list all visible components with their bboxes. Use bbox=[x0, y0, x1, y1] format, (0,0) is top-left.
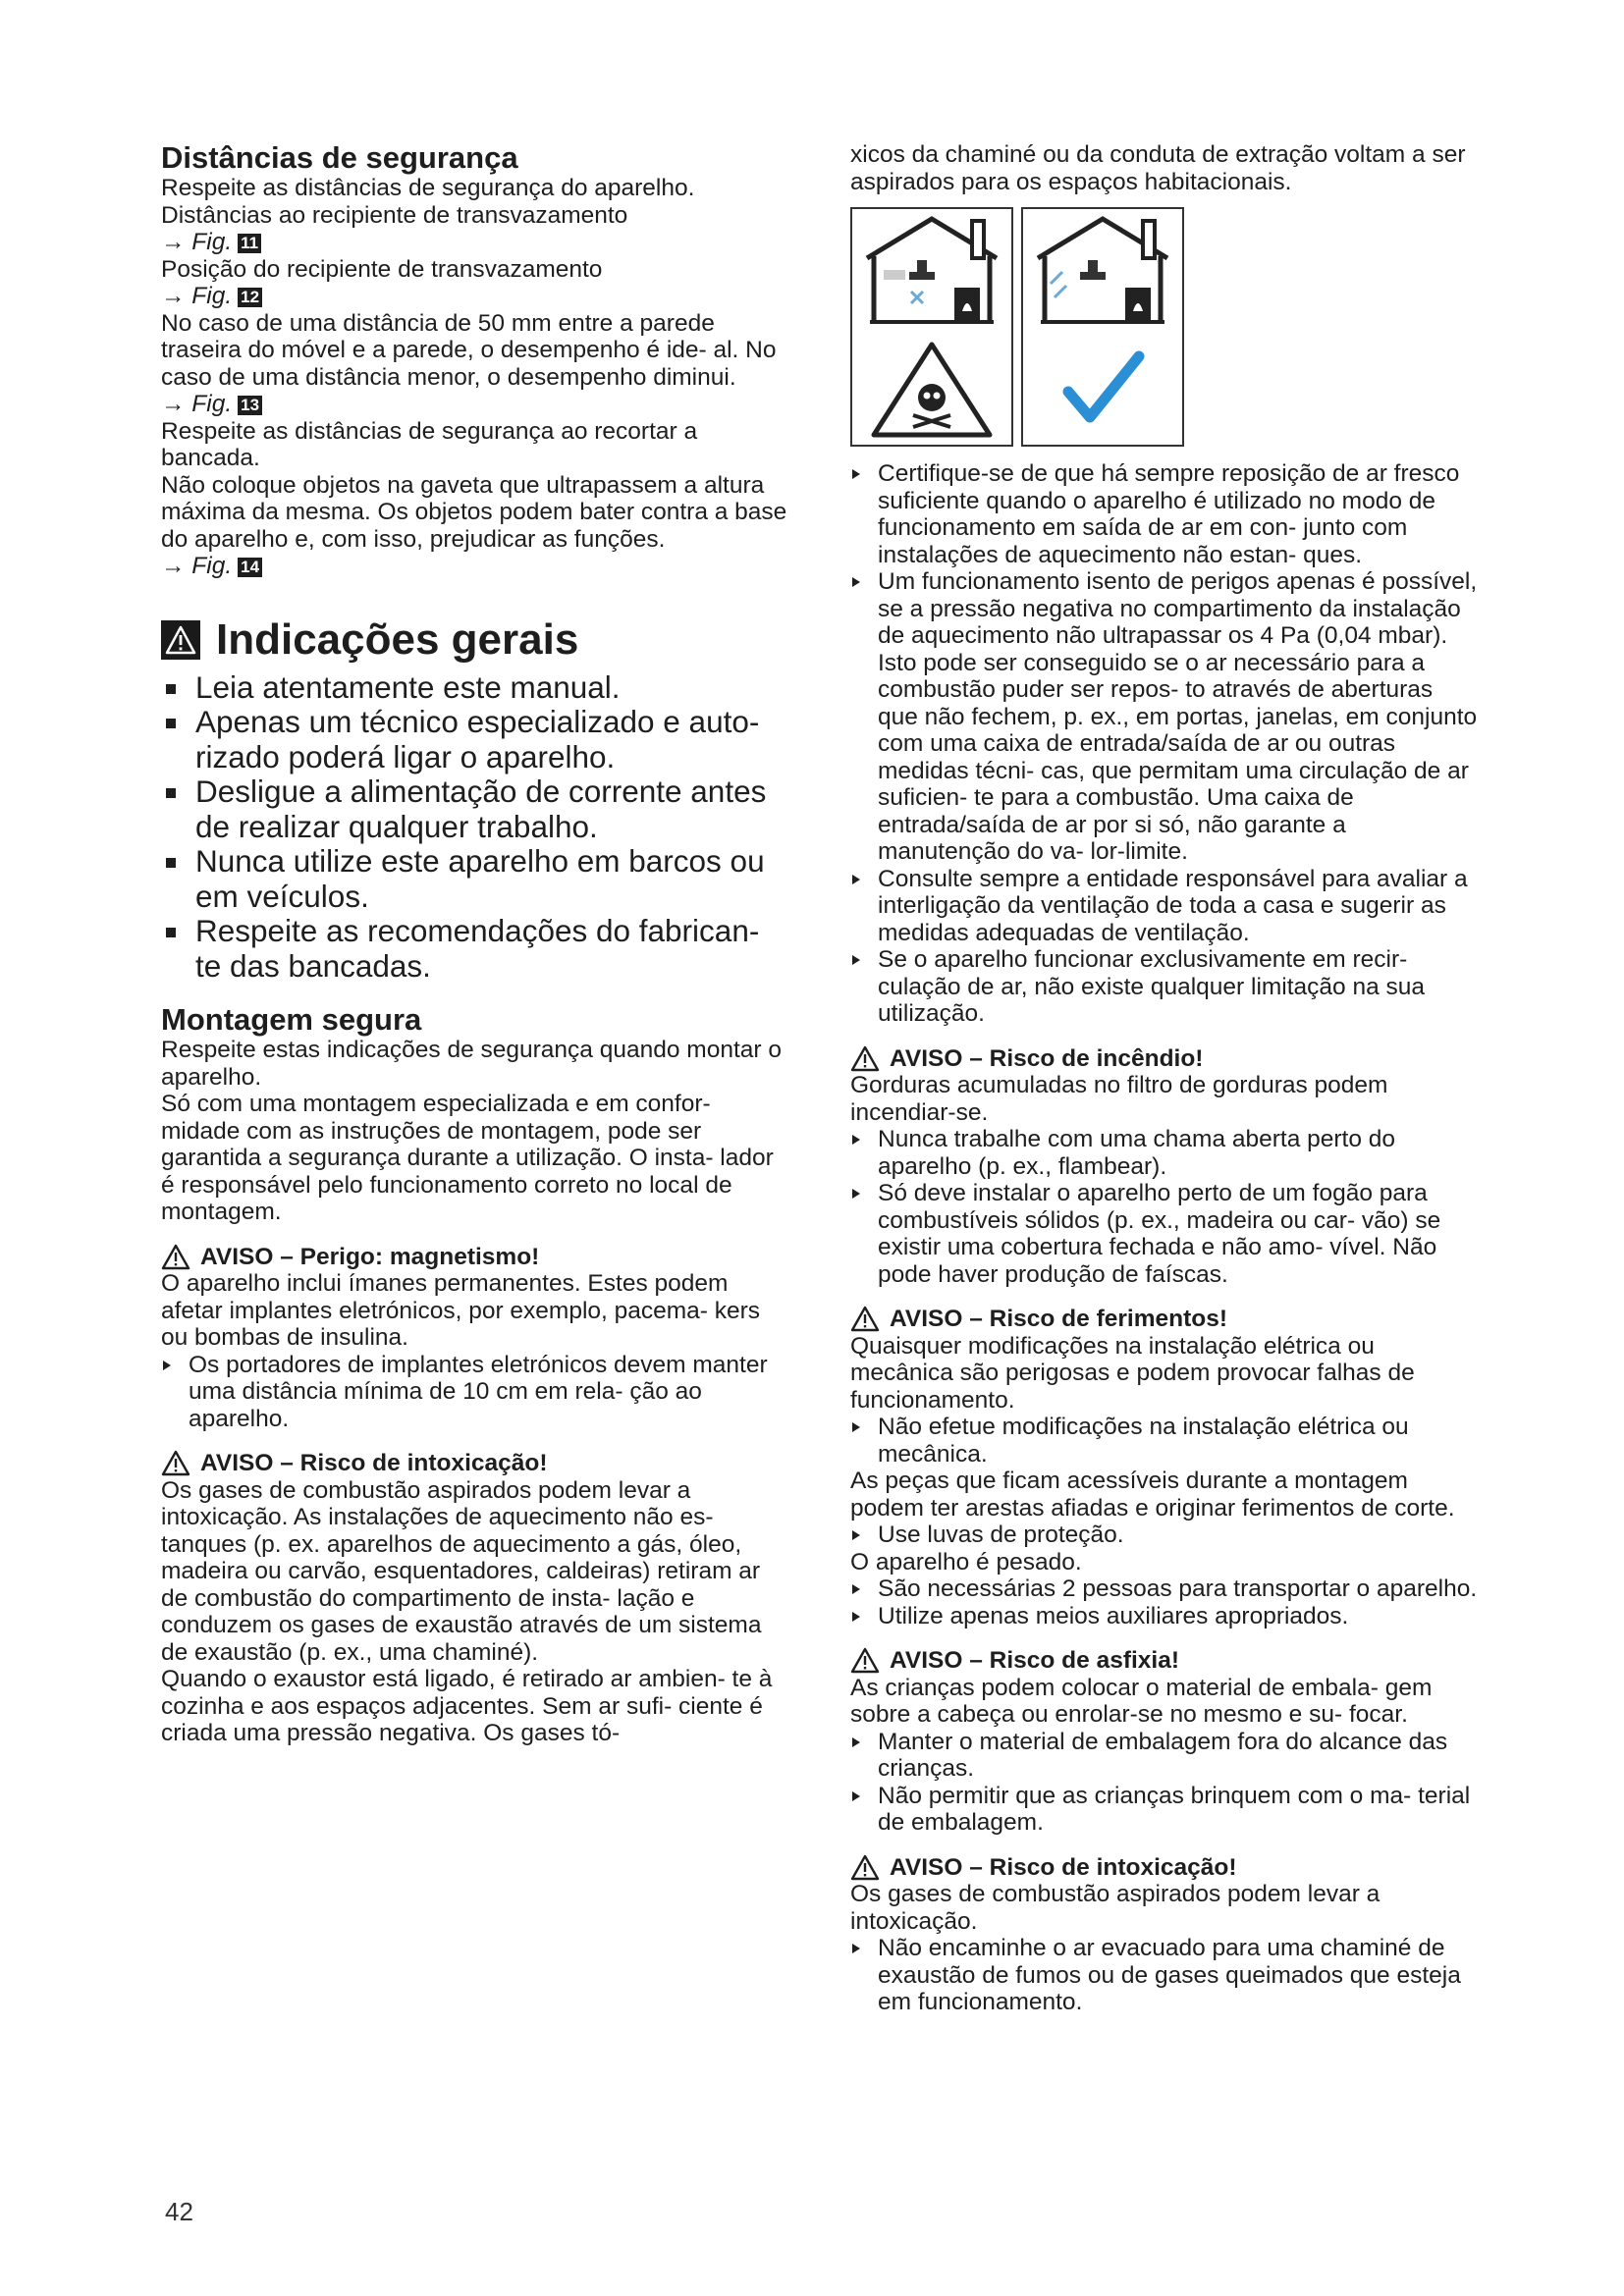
paragraph: Respeite as distâncias de segurança ao recortar a bancada. bbox=[161, 417, 698, 471]
warning-triangle-icon bbox=[161, 1450, 190, 1476]
fig-number-badge: 14 bbox=[238, 558, 262, 577]
paragraph: Não coloque objetos na gaveta que ultrapassem a altura máxima da mesma. Os objetos podem bater contra a base do aparelho e, com isso, prejudicar as funções. bbox=[161, 471, 787, 553]
warning-heading: AVISO – Risco de intoxicação! bbox=[161, 1450, 789, 1477]
list-item: Apenas um técnico especializado e auto- rizado poderá ligar o aparelho. bbox=[161, 705, 789, 774]
paragraph: Respeite as distâncias de segurança do aparelho. bbox=[161, 175, 695, 201]
paragraph: Quaisquer modificações na instalação elétrica ou mecânica são perigosas e podem provocar falhas de funcionamento. bbox=[850, 1332, 1415, 1414]
list-item: Não permitir que as crianças brinquem com o ma- terial de embalagem. bbox=[850, 1783, 1479, 1837]
list-item: Leia atentamente este manual. bbox=[161, 670, 789, 706]
general-heading: Indicações gerais bbox=[161, 614, 789, 667]
fig-number-badge: 12 bbox=[238, 288, 262, 307]
right-column bbox=[850, 141, 1479, 2016]
list-item: Certifique-se de que há sempre reposição de ar fresco suficiente quando o aparelho é utilizado no modo de funcionamento em saída de ar em con- junto com instalações de aquecimento não estan- ques. bbox=[850, 460, 1479, 568]
warning-triangle-icon bbox=[850, 1045, 880, 1072]
list-item: Os portadores de implantes eletrónicos devem manter uma distância mínima de 10 cm em rela- ção ao aparelho. bbox=[161, 1352, 789, 1433]
warning-heading: AVISO – Risco de asfixia! bbox=[850, 1647, 1479, 1675]
paragraph: O aparelho é pesado. bbox=[850, 1548, 1082, 1575]
paragraph: xicos da chaminé ou da conduta de extração voltam a ser aspirados para os espaços habitacionais. bbox=[850, 141, 1466, 195]
paragraph: Os gases de combustão aspirados podem levar a intoxicação. bbox=[850, 1881, 1380, 1935]
list-item: Não efetue modificações na instalação elétrica ou mecânica. bbox=[850, 1414, 1479, 1468]
warning-heading: AVISO – Risco de ferimentos! bbox=[850, 1306, 1479, 1333]
list-item: Nunca trabalhe com uma chama aberta perto do aparelho (p. ex., flambear). bbox=[850, 1126, 1479, 1180]
list-item: Só deve instalar o aparelho perto de um fogão para combustíveis sólidos (p. ex., madeira ou car- vão) se existir uma cobertura fechada e não amo- vível. Não pode haver produção de faíscas. bbox=[850, 1180, 1479, 1288]
fig-reference: → Fig. 11 bbox=[161, 229, 789, 256]
list-item: Respeite as recomendações do fabrican- te das bancadas. bbox=[161, 914, 789, 984]
paragraph: O aparelho inclui ímanes permanentes. Estes podem afetar implantes eletrónicos, por exemplo, pacema- kers ou bombas de insulina. bbox=[161, 1270, 761, 1351]
paragraph: Gorduras acumuladas no filtro de gorduras podem incendiar-se. bbox=[850, 1072, 1388, 1126]
fig-reference: → Fig. 12 bbox=[161, 283, 789, 310]
warning-triangle-icon bbox=[161, 1244, 190, 1270]
list-item: Utilize apenas meios auxiliares apropriados. bbox=[850, 1603, 1479, 1630]
list-item: Manter o material de embalagem fora do alcance das crianças. bbox=[850, 1729, 1479, 1783]
fig-number-badge: 11 bbox=[238, 234, 261, 253]
warning-triangle-icon bbox=[850, 1854, 880, 1881]
list-item: São necessárias 2 pessoas para transportar o aparelho. bbox=[850, 1575, 1479, 1603]
warning-heading: AVISO – Risco de incêndio! bbox=[850, 1045, 1479, 1073]
paragraph: Quando o exaustor está ligado, é retirado ar ambien- te à cozinha e aos espaços adjacentes. Sem ar sufi- ciente é criada uma pressão negativa. Os gases tó- bbox=[161, 1666, 773, 1746]
danger-figure bbox=[850, 207, 1013, 447]
paragraph: No caso de uma distância de 50 mm entre a parede traseira do móvel e a parede, o desempenho é ide- al. No caso de uma distância menor, o desempenho diminui. bbox=[161, 309, 777, 391]
warning-triangle-icon bbox=[850, 1647, 880, 1674]
paragraph: Os gases de combustão aspirados podem levar a intoxicação. As instalações de aquecimento não es- tanques (p. ex. aparelhos de aquecimento a gás, óleo, madeira ou carvão, esquentadores, caldeiras) retiram ar de combustão do compartimento de insta- lação e conduzem os gases de exaustão através de um sistema de exaustão (p. ex., uma chaminé). bbox=[161, 1476, 762, 1666]
paragraph: As crianças podem colocar o material de embala- gem sobre a cabeça ou enrolar-se no mesmo e su- focar. bbox=[850, 1674, 1433, 1728]
fig-number-badge: 13 bbox=[238, 396, 262, 415]
list-item: Consulte sempre a entidade responsável para avaliar a interligação da ventilação de toda a casa e sugerir as medidas adequadas de ventilação. bbox=[850, 866, 1479, 947]
warning-heading: AVISO – Risco de intoxicação! bbox=[850, 1854, 1479, 1882]
list-item: Um funcionamento isento de perigos apenas é possível, se a pressão negativa no compartimento da instalação de aquecimento não ultrapassar os 4 Pa (0,04 mbar). Isto pode ser conseguido se o ar necessário para a combustão puder ser repos- to através de aberturas que não fechem, p. ex., em portas, janelas, em conjunto com uma caixa de entrada/saída de ar ou outras medidas técni- cas, que permitam uma circulação de ar suficien- te para a combustão. Uma caixa de entrada/saída de ar por si só, não garante a manutenção do va- lor-limite. bbox=[850, 568, 1479, 866]
list-item: Nunca utilize este aparelho em barcos ou em veículos. bbox=[161, 844, 789, 914]
ventilation-illustration bbox=[850, 207, 1184, 451]
list-item: Desligue a alimentação de corrente antes de realizar qualquer trabalho. bbox=[161, 774, 789, 844]
list-item: Use luvas de proteção. bbox=[850, 1522, 1479, 1549]
paragraph: Só com uma montagem especializada e em confor- midade com as instruções de montagem, pode ser garantida a segurança durante a utilização. O insta- lador é responsável pelo funcionamento correto no local de montagem. bbox=[161, 1091, 774, 1225]
warning-triangle-icon bbox=[850, 1306, 880, 1332]
warning-heading: AVISO – Perigo: magnetismo! bbox=[161, 1244, 789, 1271]
list-item: Não encaminhe o ar evacuado para uma chaminé de exaustão de fumos ou de gases queimados que esteja em funcionamento. bbox=[850, 1935, 1479, 2016]
page-number: 42 bbox=[165, 2197, 193, 2226]
safe-figure bbox=[1021, 207, 1184, 447]
paragraph: Posição do recipiente de transvazamento bbox=[161, 255, 603, 283]
ventilation-list bbox=[850, 460, 1479, 1028]
warning-icon bbox=[161, 620, 200, 660]
paragraph: Distâncias ao recipiente de transvazamento bbox=[161, 201, 628, 229]
general-list bbox=[161, 670, 789, 985]
paragraph: Respeite estas indicações de segurança quando montar o aparelho. bbox=[161, 1037, 782, 1091]
mounting-heading: Montagem segura bbox=[161, 1002, 422, 1037]
safety-distances-heading: Distâncias de segurança bbox=[161, 140, 518, 175]
left-column bbox=[161, 141, 789, 1747]
paragraph: As peças que ficam acessíveis durante a montagem podem ter arestas afiadas e originar ferimentos de corte. bbox=[850, 1468, 1455, 1522]
fig-reference: → Fig. 13 bbox=[161, 391, 789, 418]
list-item: Se o aparelho funcionar exclusivamente em recir- culação de ar, não existe qualquer limitação na sua utilização. bbox=[850, 946, 1479, 1028]
fig-reference: → Fig. 14 bbox=[161, 553, 789, 580]
